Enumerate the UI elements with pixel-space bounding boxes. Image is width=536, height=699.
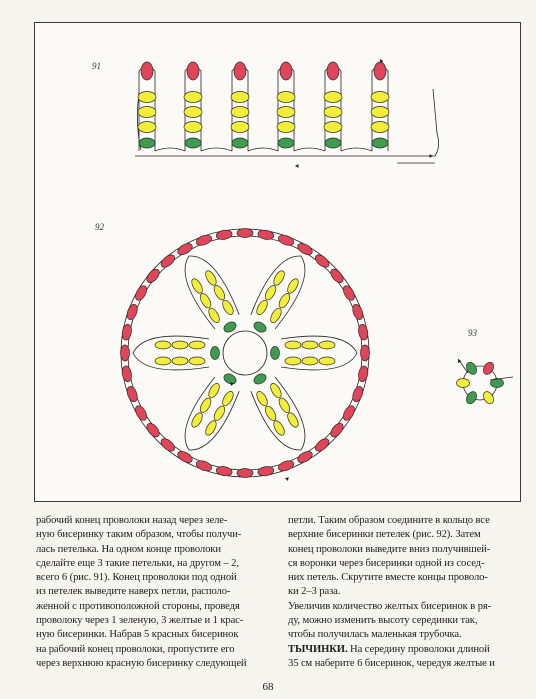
bead [190, 277, 205, 295]
wire [155, 148, 185, 151]
wire [223, 331, 267, 375]
bead [371, 122, 389, 133]
bead [277, 122, 295, 133]
bead [324, 92, 342, 103]
bead [155, 357, 171, 365]
bead [125, 303, 139, 321]
text-span: На середину проволоки длиной [347, 643, 490, 655]
text-line: ную бисеринки. Набрав 5 красных бисеринок [36, 629, 239, 641]
bead [277, 459, 295, 473]
text-line: сделайте еще 3 такие петельки, на другом – 2, [36, 557, 239, 569]
bead [125, 385, 139, 403]
bead [252, 320, 268, 334]
text-line: них петель. Скрутите вместе концы проволо- [288, 572, 488, 584]
bead [185, 138, 201, 148]
bead [361, 345, 370, 361]
text-line: чтобы получилась маленькая трубочка. [288, 629, 462, 641]
bead [285, 357, 301, 365]
text-line: рабочий конец проволоки назад через зеле- [36, 515, 228, 526]
bead [341, 404, 357, 422]
bead [222, 320, 238, 334]
text-line: верхние бисеринки петелек (рис. 92). Затем [288, 529, 481, 541]
bead [327, 62, 339, 80]
bead [277, 233, 295, 247]
right-text-column [288, 514, 526, 671]
bead [457, 379, 470, 388]
text-line: ся воронки через бисеринки одной из сосед- [288, 557, 485, 569]
bead [189, 341, 205, 349]
bead [351, 303, 365, 321]
bead [212, 404, 227, 422]
text-line: ду, можно изменить высоту серединки так, [288, 615, 478, 627]
bead [464, 390, 478, 406]
arrow-icon [295, 164, 299, 168]
text-line: через верхнюю красную бисеринку следующей [36, 657, 247, 669]
bead [252, 372, 268, 386]
bead [133, 404, 149, 422]
wire [128, 236, 362, 470]
text-line: ки 2–3 раза. [288, 586, 341, 598]
bead [139, 138, 155, 148]
bead [277, 107, 295, 118]
bead [198, 292, 213, 310]
bead [138, 122, 156, 133]
text-line: 35 см наберите 6 бисеринок, чередуя желтые и [288, 657, 495, 669]
bead [176, 449, 194, 465]
figure-93-label: 93 [468, 328, 477, 338]
bead [141, 62, 153, 80]
bead [285, 341, 301, 349]
text-line: петли. Таким образом соедините в кольцо все [288, 515, 490, 526]
bead [263, 284, 278, 302]
wire [248, 148, 278, 151]
bead [198, 396, 213, 414]
bead [277, 92, 295, 103]
text-line: проволоку через 1 зеленую, 3 желтые и 1 крас- [36, 615, 244, 627]
bead [319, 341, 335, 349]
bead [231, 107, 249, 118]
bead [237, 469, 253, 478]
text-line: конец проволоки выведите вниз получившей- [288, 543, 491, 555]
bead [121, 345, 130, 361]
text-line: лась петелька. На одном конце проволоки [36, 543, 221, 555]
bead [212, 284, 227, 302]
bead [222, 372, 238, 386]
bead [296, 241, 314, 257]
wire [294, 148, 325, 151]
bead [372, 138, 388, 148]
bead [277, 396, 292, 414]
bead [277, 292, 292, 310]
bead [138, 92, 156, 103]
bead [325, 138, 341, 148]
bead [481, 390, 495, 406]
beadwork-diagram [35, 23, 520, 501]
bead [133, 284, 149, 302]
bead [302, 357, 318, 365]
bead [232, 138, 248, 148]
figure-frame [34, 22, 521, 502]
bead [184, 92, 202, 103]
text-line: на рабочий конец проволоки, пропустите его [36, 643, 235, 655]
bead [195, 233, 213, 247]
bead [280, 62, 292, 80]
bead [176, 241, 194, 257]
bead [237, 229, 253, 238]
bead [285, 411, 300, 429]
bead [195, 459, 213, 473]
section-heading: ТЫЧИНКИ. [288, 643, 348, 655]
bead [271, 347, 280, 360]
bead [464, 360, 478, 376]
text-line: всего 6 (рис. 91). Конец проволоки под одной [36, 572, 237, 584]
wire [201, 148, 232, 151]
bead [184, 122, 202, 133]
bead [155, 341, 171, 349]
bead [481, 360, 495, 376]
bead [172, 341, 188, 349]
wire [121, 229, 369, 477]
text-line: женной с противоположной стороны, проведя [36, 600, 240, 612]
page-number: 68 [262, 681, 274, 693]
bead [138, 107, 156, 118]
text-line: ную бисеринку таким образом, чтобы получи- [36, 529, 242, 541]
bead [324, 122, 342, 133]
bead [319, 357, 335, 365]
left-text-column [36, 514, 276, 671]
bead [184, 107, 202, 118]
text-line: Увеличив количество желтых бисеринок в ря- [288, 600, 492, 612]
bead [374, 62, 386, 80]
figure-92-label: 92 [95, 222, 104, 232]
text-line: из петелек выведите наверх петли, располо- [36, 586, 231, 598]
figure-91-label: 91 [92, 61, 101, 71]
bead [231, 122, 249, 133]
section-heading-line [288, 643, 526, 657]
bead [211, 347, 220, 360]
bead [285, 277, 300, 295]
arrow-icon [285, 477, 289, 481]
bead [302, 341, 318, 349]
bead [341, 284, 357, 302]
bead [187, 62, 199, 80]
bead [231, 92, 249, 103]
bead [371, 107, 389, 118]
bead [351, 385, 365, 403]
bead [371, 92, 389, 103]
wire [420, 89, 439, 156]
bead [190, 411, 205, 429]
bead [324, 107, 342, 118]
bead [263, 404, 278, 422]
bead [296, 449, 314, 465]
wire [341, 148, 372, 151]
bead [189, 357, 205, 365]
arrow-icon [429, 154, 433, 158]
bead [234, 62, 246, 80]
bead [172, 357, 188, 365]
bead [278, 138, 294, 148]
